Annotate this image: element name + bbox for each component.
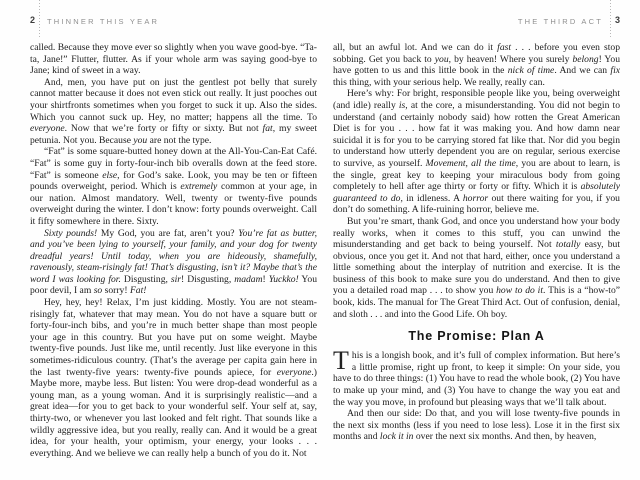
right-page-body-text-top (333, 42, 620, 320)
text-run: , at the core, a misunderstanding. You did not begin to understand (and certainly nobody said) how rotten the Great American Diet is for you . . . how fat it was making you. And how damn near suicidal it is for you to be carrying stored fat like that. Nor did you begin to understand how utterly dependent you are on regular, serious exercise to survive, as yourself. (333, 99, 620, 169)
italic-text-run: nick of time (507, 65, 555, 77)
text-run: easy, but obvious, once you get it. And not that hard, either, once you understand a little something about the interplay of nutrition and exercise. It is the business of this book to make sure you do understand. And then to give you a detailed road map . . . to show you (333, 239, 620, 297)
italic-text-run: madam (234, 273, 263, 285)
text-run: But you’re smart, thank God, and once you understand how your body really works, when it comes to this stuff, you can unwind the misunderstanding and get back to being yourself. Not (333, 215, 620, 251)
text-run: . And we can (554, 65, 611, 77)
text-run: are not the type. (147, 134, 212, 146)
italic-text-run: lock it in (379, 431, 414, 443)
text-run: Here’s why: For bright, responsible people like you, being overweight (and idle) really (333, 88, 620, 111)
body-paragraph (333, 346, 620, 408)
text-run: “Fat” is some square-butted honey down at the All-You-Can-Eat Café. “Fat” is some guy in forty-four-inch bib overalls down at the feed store. “Fat” is someone (30, 146, 317, 181)
italic-text-run: you (133, 134, 148, 146)
italic-text-run: extremely (180, 181, 218, 193)
body-paragraph (333, 408, 620, 443)
text-run: by heaven! Where you surely (451, 53, 573, 65)
right-running-head: THE THIRD ACT (517, 16, 603, 26)
text-run: you are about to learn, is the single, great key to keeping your miraculous body from going completely to hell after age thirty or forty or fifty. Which it is (333, 157, 620, 193)
right-page-number: 3 (614, 15, 620, 25)
header-dotted-rule (610, 0, 611, 37)
italic-text-run: you, (434, 53, 452, 65)
body-paragraph (30, 146, 317, 227)
body-paragraph (333, 42, 620, 88)
text-run: .) Maybe more, maybe less. But listen: You were drop-dead wonderful as a young man, as a young woman. And it is surprisingly realistic—and a great idea—for you to get back to your wonderful self. Your self at, say, thirty-two, or whenever you last looked and felt right. That sounds like a wildly aggressive idea, but you really, really can. And it would be a great idea, for your health, your optimism, your energy, your looks . . . everything. And we believe we can really help a bunch of you do it. Not (30, 366, 317, 459)
text-run: You poor devil, I am (30, 273, 317, 297)
text-run: common at your age, in our nation. Almost mandatory. Well, twenty or twenty-five pounds overweight during the winter. I don’t know: forty pounds overweight. Call it fifty somewhere in there. Sixty. (30, 181, 317, 227)
text-run: . Now that we’re forty or fifty or sixty. But not (64, 123, 263, 135)
text-run: called. Because they move ever so slightly when you wave good-bye. “Ta-ta, Jane!” Flutter, flutter. As if your whole arm was saying good-bye to Jane; kind of sweet in a way. (30, 42, 317, 77)
left-running-head: THINNER THIS YEAR (47, 16, 160, 26)
italic-text-run: totally (555, 239, 581, 251)
left-page-number: 2 (30, 15, 36, 25)
body-paragraph (30, 77, 317, 147)
text-run: , my sweet petunia. Not you. Because (30, 123, 317, 146)
body-paragraph (30, 42, 317, 77)
body-paragraph (30, 228, 317, 298)
text-run: , for God’s sake. Look, you may be ten or fifteen pounds overweight, period. Which is (30, 169, 317, 193)
italic-text-run: Sixty pounds! (44, 227, 98, 239)
italic-text-run: fast (497, 42, 512, 53)
text-run: My God, you are fat, aren’t you? (97, 227, 239, 239)
italic-text-run: Yuckko! (268, 273, 299, 285)
body-paragraph (333, 216, 620, 320)
left-running-header (30, 0, 317, 42)
text-run: this thing, with your serious help. We really, really can. (333, 76, 545, 88)
italic-text-run: everyone (30, 123, 65, 135)
italic-text-run: Movement, all the time, (425, 157, 519, 169)
body-paragraph (333, 88, 620, 216)
text-run: Hey, hey, hey! Relax, I’m just kidding. Mostly. You are not steam-risingly fat, whatever that may mean. You do not have a square butt or forty-four-inch bibs, and you’re in much better shape than most people your age in this country. But you have put on some weight. Maybe twenty-five pounds. Just like me, until recently. Just like everyone in this sometimes-ridiculous country. (That’s the average per capita gain here in the last twenty-five years: twenty-five pounds apiece, for (30, 297, 317, 378)
page-left (30, 0, 317, 459)
text-run: Disgusting, (120, 273, 171, 285)
italic-text-run: You’re fat as butter, and you’ve been lying to yourself, your family, and your dog for twenty dreadful years! Until today, when you are hideously, shamefully, ravenously, steam-risingly fat! That’s disgusting, isn’t it? Maybe that’s the word I was looking for. (30, 227, 317, 285)
section-heading: The Promise: Plan A (408, 329, 545, 344)
body-paragraph (30, 297, 317, 459)
italic-text-run: so (93, 285, 103, 297)
text-run: over the next six months. And then, by heaven, (413, 431, 597, 443)
text-run: all, but an awful lot. And we can do it (333, 42, 498, 53)
text-run: ! Disgusting, (181, 273, 235, 285)
italic-text-run: horror (462, 192, 489, 204)
italic-text-run: belong (572, 53, 599, 65)
italic-text-run: fat (262, 123, 273, 135)
right-running-header (333, 0, 620, 42)
drop-cap: T (333, 346, 349, 376)
text-run: sorry! (102, 285, 130, 297)
italic-text-run: fix (610, 65, 620, 77)
italic-text-run: is (398, 99, 406, 111)
page-right (333, 0, 620, 443)
italic-text-run: everyone (276, 366, 312, 378)
header-dotted-rule (39, 0, 40, 37)
text-run: And then our side: Do that, and you will lose twenty-five pounds in the next six months (less if you need to lose less). Lose it in the first six months and (333, 408, 620, 443)
text-run: out there waiting for you, if you don’t do something. A life-ruining horror, believe me. (333, 192, 620, 216)
text-run: . This is a “how-to” book, kids. The manual for The Great Third Act. Out of confusion, denial, and sloth . . . and into the Good Life. Oh boy. (333, 285, 621, 320)
text-run: his is a longish book, and it’s full of complex information. But here’s a little promise, right up front, to keep it simple: On your side, you have to do three things: (1) You have to read the whole book, (2) You have to make up your mind, and (3) You have to change the way you eat and the way you move, in profound but pleasing ways that we’ll talk about. (333, 350, 620, 408)
text-run: And, men, you have put on just the gentlest pot belly that surely cannot matter because it does not even stick out really. It just pooches out your shirtfronts sometimes when you forget to suck it up. Also the sides. Which you cannot suck up. Hey, no matter; happens all the time. To (30, 76, 317, 123)
text-run: . . . before you even stop sobbing. Get you back to (333, 42, 620, 65)
italic-text-run: absolutely guaranteed to do (333, 181, 620, 204)
text-run: ! You have gotten to us and this little book in the (333, 53, 620, 77)
left-page-body-text (30, 42, 317, 459)
italic-text-run: how to do it (496, 285, 544, 297)
right-page-body-text-bottom (333, 346, 620, 443)
text-run: ! (262, 273, 269, 285)
italic-text-run: else (102, 169, 118, 181)
italic-text-run: sir (170, 273, 182, 285)
text-run: , in idleness. A (400, 192, 463, 204)
italic-text-run: Fat! (129, 285, 147, 297)
